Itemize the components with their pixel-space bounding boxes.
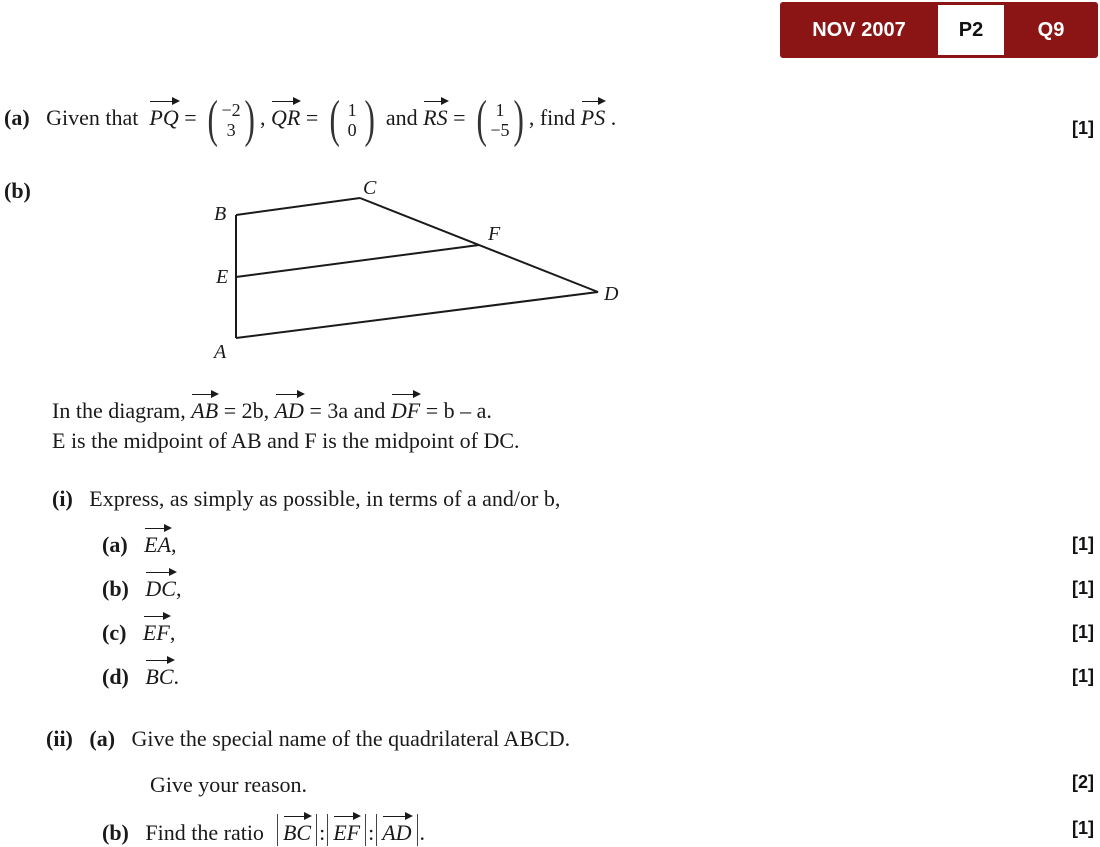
vector-bc: BC [145,664,174,689]
vector-rs: RS [423,105,448,131]
part-i-prompt-line [52,486,560,512]
exam-date: NOV 2007 [812,18,906,41]
edge-ef [236,245,479,277]
label-e: E [216,266,229,288]
item-i-c: (c) EF, [102,620,176,645]
vector-pq: PQ [149,105,179,131]
vector-bc-magnitude: BC [282,820,312,845]
item-i-d: (d) BC. [102,664,180,689]
header-badge [780,2,1098,58]
label-a: A [214,341,227,363]
trapezium-diagram [200,170,640,370]
item-i-b: (b) DC, [102,576,182,601]
part-b-label: (b) [4,178,31,203]
reason-marks: [2] [1072,772,1094,792]
part-ii-a-line: (ii) (a) Give the special name of the quadrilateral ABCD. [46,726,571,751]
vector-ad: AD [274,398,304,423]
label-b: B [214,203,227,225]
item-i-c-marks: [1] [1072,622,1094,642]
vector-ef: EF [142,620,170,645]
ratio-text: Find the ratio [145,820,264,845]
item-i-a-marks: [1] [1072,534,1094,554]
part-ii-a-text: Give the special name of the quadrilateral ABCD. [131,726,571,751]
reason-text: Give your reason. [150,772,308,797]
vector-df: DF [390,398,421,423]
column-vector-qr: ( 1 0 ) [329,91,375,148]
label-d: D [604,283,619,305]
label-c: C [363,177,377,199]
intro-line-2: E is the midpoint of AB and F is the midpoint of DC. [52,428,520,453]
item-i-d-marks: [1] [1072,666,1094,686]
edge-bc [236,198,360,215]
vector-dc: DC [145,576,176,601]
column-vector-pq: ( −2 3 ) [207,91,255,148]
part-i-label: (i) [52,486,73,511]
label-f: F [488,223,501,245]
edge-ad [236,292,598,338]
item-i-b-marks: [1] [1072,578,1094,598]
vector-ps: PS [580,105,606,131]
part-a-label: (a) [4,105,30,131]
intro-line-1: In the diagram, AB = 2b, AD = 3a and DF = b – a. [52,398,492,423]
question-number: Q9 [1037,18,1065,41]
vector-qr: QR [270,105,301,131]
part-ii-b-line: (b) Find the ratio BC : EF : AD . [102,814,425,846]
find-text: , find [528,105,576,131]
part-i-prompt: Express, as simply as possible, in terms of a and/or b, [89,486,561,511]
column-vector-rs: ( 1 −5 ) [476,91,524,148]
part-a-line: (a) Given that PQ = ( −2 3 ) , QR = ( 1 0 ) and RS = ( 1 −5 ) , find PS . [4,91,617,148]
vector-ad-magnitude: AD [382,820,412,845]
part-a-marks: [1] [1072,118,1094,138]
given-text: Given that [46,105,139,131]
item-i-a: (a) EA, [102,532,177,557]
vector-ef-magnitude: EF [333,820,361,845]
and-text: and [385,105,418,131]
paper-number: P2 [938,5,1004,55]
vector-ab: AB [191,398,219,423]
vector-ea: EA [144,532,172,557]
part-ii-label: (ii) [46,726,73,751]
part-ii-b-marks: [1] [1072,818,1094,838]
